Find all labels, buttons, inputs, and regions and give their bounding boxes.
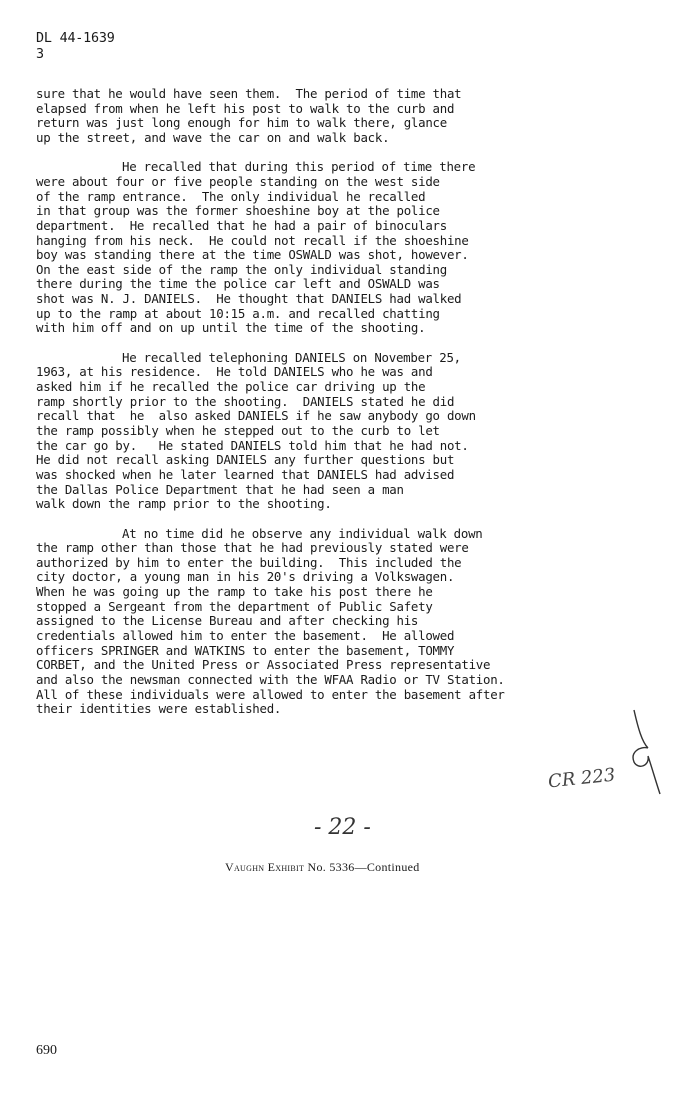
exhibit-caption	[225, 860, 420, 875]
handwritten-annotation: CR 223	[547, 764, 617, 793]
text-line: the Dallas Police Department that he had seen a man	[36, 481, 404, 497]
footer-page-number: 690	[36, 1043, 57, 1058]
document-header	[36, 31, 115, 63]
text-line: 1963, at his residence. He told DANIELS who he was and	[36, 364, 433, 380]
text-line: On the east side of the ramp the only individual standing	[36, 261, 447, 277]
text-line: CORBET, and the United Press or Associated Press representative	[36, 657, 491, 673]
text-line: was shocked when he later learned that DANIELS had advised	[36, 466, 455, 482]
text-line: the ramp other than those that he had previously stated were	[36, 540, 469, 556]
text-line: city doctor, a young man in his 20's driving a Volkswagen.	[36, 569, 455, 585]
text-line: in that group was the former shoeshine boy at the police	[36, 203, 440, 219]
text-line: and also the newsman connected with the WFAA Radio or TV Station.	[36, 672, 505, 688]
text-line: authorized by him to enter the building. This included the	[36, 554, 462, 570]
text-line: were about four or five people standing on the west side	[36, 173, 440, 189]
text-line: walk down the ramp prior to the shooting.	[36, 496, 332, 512]
document-body	[36, 87, 636, 732]
text-line: elapsed from when he left his post to walk to the curb and	[36, 100, 455, 116]
text-line: with him off and on up until the time of the shooting.	[36, 320, 426, 336]
text-line: He recalled that during this period of time there	[122, 159, 476, 175]
text-line: He recalled telephoning DANIELS on November 25,	[122, 349, 461, 365]
paragraph	[36, 160, 636, 336]
text-line: hanging from his neck. He could not recall if the shoeshine	[36, 232, 469, 248]
paragraph	[36, 87, 636, 146]
text-line: sure that he would have seen them. The period of time that	[36, 86, 462, 101]
text-line: shot was N. J. DANIELS. He thought that DANIELS had walked	[36, 291, 462, 307]
file-number: DL 44-1639	[36, 31, 115, 46]
text-line: return was just long enough for him to walk there, glance	[36, 115, 447, 131]
text-line: ramp shortly prior to the shooting. DANIELS stated he did	[36, 393, 455, 409]
text-line: boy was standing there at the time OSWALD was shot, however.	[36, 247, 469, 263]
text-line: assigned to the License Bureau and after checking his	[36, 613, 419, 629]
text-line: officers SPRINGER and WATKINS to enter the basement, TOMMY	[36, 642, 455, 658]
text-line: asked him if he recalled the police car driving up the	[36, 379, 426, 394]
text-line: up to the ramp at about 10:15 a.m. and recalled chatting	[36, 305, 440, 321]
header-page-number: 3	[36, 47, 44, 62]
text-line: stopped a Sergeant from the department of Public Safety	[36, 598, 433, 614]
handwritten-check-icon	[612, 708, 666, 798]
text-line: credentials allowed him to enter the basement. He allowed	[36, 628, 455, 644]
text-line: their identities were established.	[36, 701, 282, 717]
text-line: there during the time the police car left and OSWALD was	[36, 276, 440, 292]
text-line: department. He recalled that he had a pair of binoculars	[36, 217, 447, 233]
text-line: He did not recall asking DANIELS any further questions but	[36, 452, 455, 468]
paragraph	[36, 527, 636, 718]
text-line: When he was going up the ramp to take his post there he	[36, 584, 433, 600]
exhibit-name: Vaughn Exhibit	[225, 860, 305, 874]
exhibit-number: No. 5336—Continued	[307, 860, 420, 874]
text-line: recall that he also asked DANIELS if he saw anybody go down	[36, 408, 476, 424]
text-line: the ramp possibly when he stepped out to the curb to let	[36, 422, 440, 438]
text-line: up the street, and wave the car on and walk back.	[36, 129, 390, 145]
handwritten-page-number: - 22 -	[314, 815, 371, 840]
text-line: of the ramp entrance. The only individual he recalled	[36, 188, 426, 204]
text-line: the car go by. He stated DANIELS told him that he had not.	[36, 437, 469, 453]
text-line: At no time did he observe any individual walk down	[122, 525, 483, 541]
paragraph	[36, 351, 636, 512]
text-line: All of these individuals were allowed to enter the basement after	[36, 686, 505, 702]
